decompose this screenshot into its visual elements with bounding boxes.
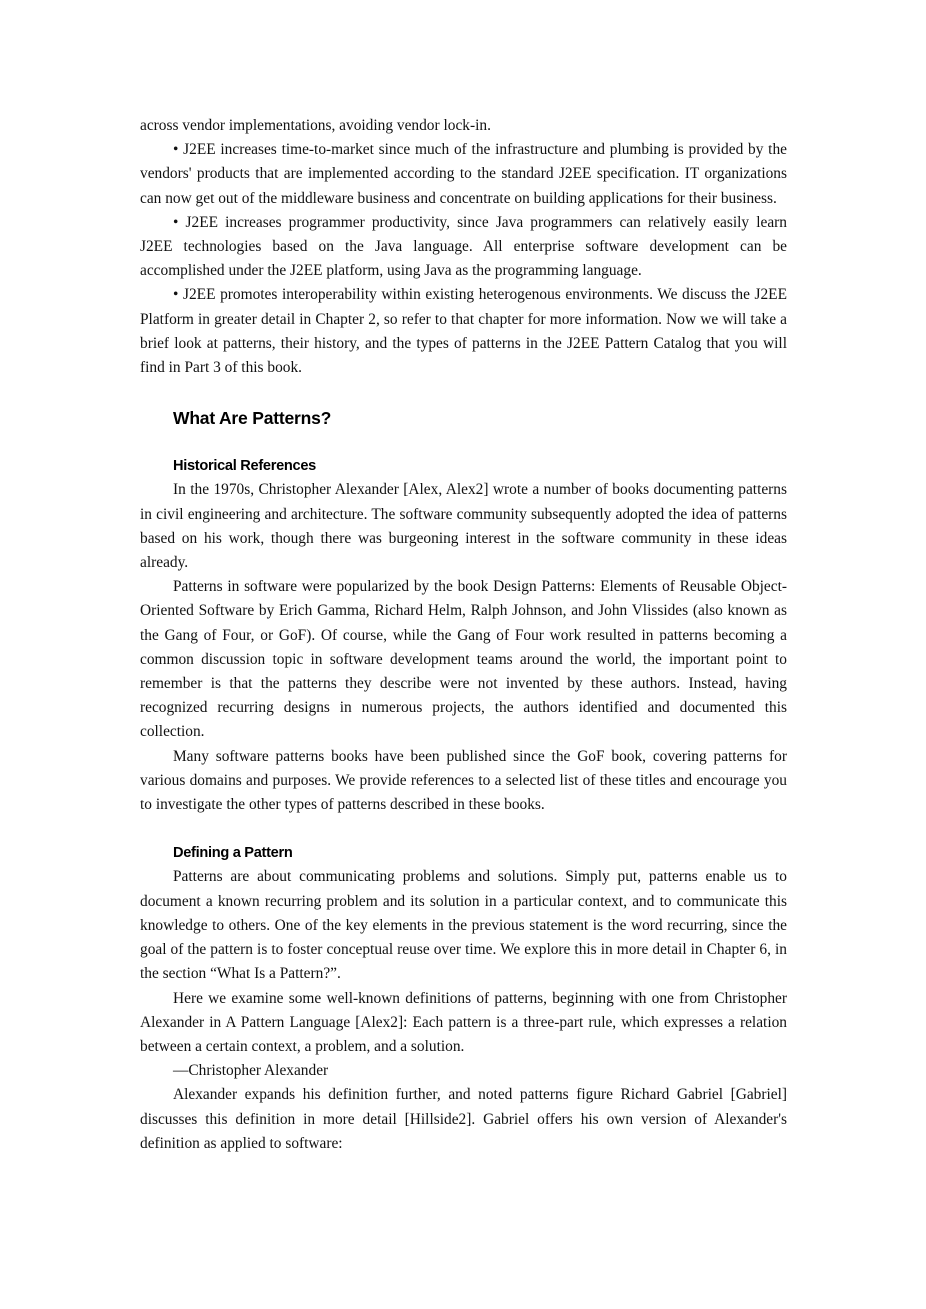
bullet-interoperability: • J2EE promotes interoperability within existing heterogenous environments. We discuss the J2EE Platform in greater detail in Chapter 2, so refer to that chapter for more information. Now we will take a brief look at patterns, their history, and the types of patterns in the J2EE Pattern Catalog that you will find in Part 3 of this book. <box>140 286 787 377</box>
historical-references-heading: Historical References <box>173 458 316 475</box>
bullet-time-to-market: • J2EE increases time-to-market since much of the infrastructure and plumbing is provided by the vendors' products that are implemented according to the standard J2EE specification. IT organizations can now get out of the middleware business and concentrate on building applications for their business. <box>140 141 787 207</box>
historical-paragraph-2: Patterns in software were popularized by the book Design Patterns: Elements of Reusable Object-Oriented Software by Erich Gamma, Richard Helm, Ralph Johnson, and John Vlissides (also known as the Gang of Four, or GoF). Of course, while the Gang of Four work resulted in patterns becoming a common discussion topic in software development teams around the world, the important point to remember is that the patterns they describe were not invented by these authors. Instead, having recognized recurring designs in numerous projects, the authors identified and documented this collection. <box>140 578 787 741</box>
defining-paragraph-1: Patterns are about communicating problems and solutions. Simply put, patterns enable us to document a known recurring problem and its solution in a particular context, and to communicate this knowledge to others. One of the key elements in the previous statement is the word recurring, since the goal of the pattern is to foster conceptual reuse over time. We explore this in more detail in Chapter 6, in the section “What Is a Pattern?”. <box>140 868 787 983</box>
historical-paragraph-3: Many software patterns books have been published since the GoF book, covering patterns for various domains and purposes. We provide references to a selected list of these titles and encourage you to investigate the other types of patterns described in these books. <box>140 747 787 814</box>
section-title: What Are Patterns? <box>173 408 332 429</box>
defining-pattern-heading: Defining a Pattern <box>173 845 293 862</box>
defining-paragraph-3: Alexander expands his definition further, and noted patterns figure Richard Gabriel [Gabriel] discusses this definition in more detail [Hillside2]. Gabriel offers his own version of Alexander's definition as applied to software: <box>140 1086 787 1152</box>
attribution-line: —Christopher Alexander <box>173 1062 329 1080</box>
defining-paragraph-2: Here we examine some well-known definitions of patterns, beginning with one from Christopher Alexander in A Pattern Language [Alex2]: Each pattern is a three-part rule, which expresses a relation between a certain context, a problem, and a solution. <box>140 989 787 1055</box>
historical-paragraph-1: In the 1970s, Christopher Alexander [Alex, Alex2] wrote a number of books documenting patterns in civil engineering and architecture. The software community subsequently adopted the idea of patterns based on his work, though there was burgeoning interest in the software community in these ideas already. <box>140 481 787 572</box>
bullet-productivity: • J2EE increases programmer productivity, since Java programmers can relatively easily learn J2EE technologies based on the Java language. All enterprise software development can be accomplished under the J2EE platform, using Java as the programming language. <box>140 213 787 280</box>
document-page <box>140 114 787 1156</box>
intro-continuation-paragraph: across vendor implementations, avoiding vendor lock-in. <box>140 117 491 134</box>
